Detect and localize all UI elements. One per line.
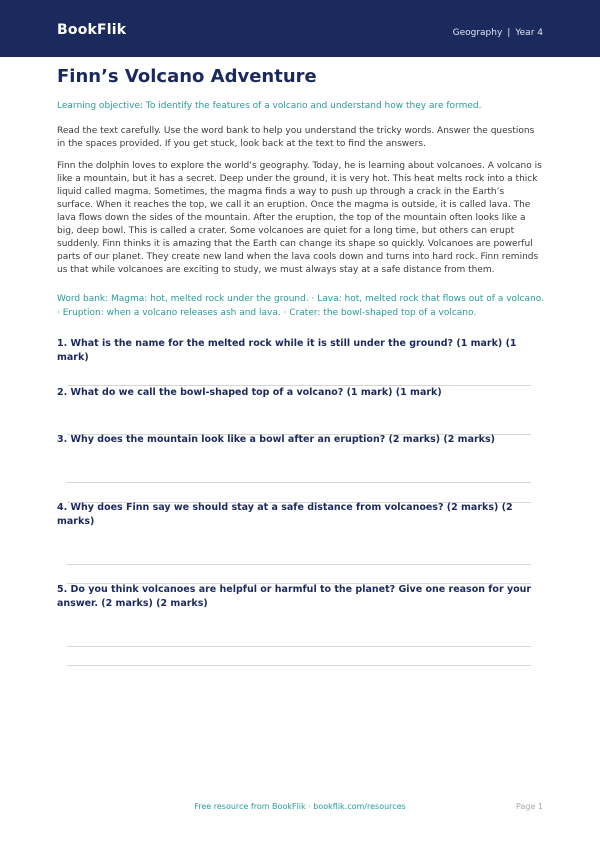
header-separator: | [507, 28, 511, 38]
learning-objective: Learning objective: To identify the features of a volcano and understand how they are formed. [57, 101, 482, 111]
question-3: 3. Why does the mountain look like a bowl after an eruption? (2 marks) (2 marks) [57, 434, 495, 445]
question-4: 4. Why does Finn say we should stay at a safe distance from volcanoes? (2 marks) (2 marks) [57, 502, 513, 527]
instructions-text: Read the text carefully. Use the word bank to help you understand the tricky words. Answer the questions in the spaces provided. If you get stuck, look back at the text to find the answers. [57, 126, 535, 149]
answer-line-q4-1[interactable] [67, 564, 531, 565]
answer-line-q5-2[interactable] [67, 665, 531, 666]
subject-year-label [453, 28, 543, 38]
answer-line-q3-1[interactable] [67, 482, 531, 483]
page-number: Page 1 [516, 802, 543, 811]
page-title: Finn’s Volcano Adventure [57, 66, 317, 87]
page-header [0, 0, 600, 57]
question-2: 2. What do we call the bowl-shaped top of a volcano? (1 mark) (1 mark) [57, 387, 442, 398]
question-1: 1. What is the name for the melted rock while it is still under the ground? (1 mark) (1 mark) [57, 338, 517, 363]
question-5: 5. Do you think volcanoes are helpful or harmful to the planet? Give one reason for your answer. (2 marks) (2 marks) [57, 584, 532, 609]
word-bank: Word bank: Magma: hot, melted rock under the ground. · Lava: hot, melted rock that flows out of a volcano. · Eruption: when a volcano releases ash and lava. · Crater: the bowl-shaped top of a volcano. [57, 294, 544, 318]
year-label: Year 4 [515, 28, 543, 38]
brand-logo: BookFlik [57, 22, 127, 38]
footer-resource-link[interactable]: Free resource from BookFlik · bookflik.com/resources [194, 802, 406, 811]
answer-line-q5-1[interactable] [67, 646, 531, 647]
reading-passage: Finn the dolphin loves to explore the world’s geography. Today, he is learning about volcanoes. A volcano is like a mountain, but it has a secret. Deep under the ground, it is very hot. This heat melts rock into a thick liquid called magma. Sometimes, the magma finds a way to push up through a crack in the Earth’s surface. When it reaches the top, we call it an eruption. Once the magma is outside, it is called lava. The lava flows down the sides of the mountain. After the eruption, the top of the mountain often looks like a big, deep bowl. This is called a crater. Some volcanoes are quiet for a long time, but others can erupt suddenly. Finn thinks it is amazing that the Earth can change its shape so quickly. Volcanoes are powerful parts of our planet. They create new land when the lava cools down and turns into hard rock. Finn reminds us that while volcanoes are exciting to study, we must always stay at a safe distance from them. [57, 161, 542, 275]
subject-label: Geography [452, 28, 503, 38]
